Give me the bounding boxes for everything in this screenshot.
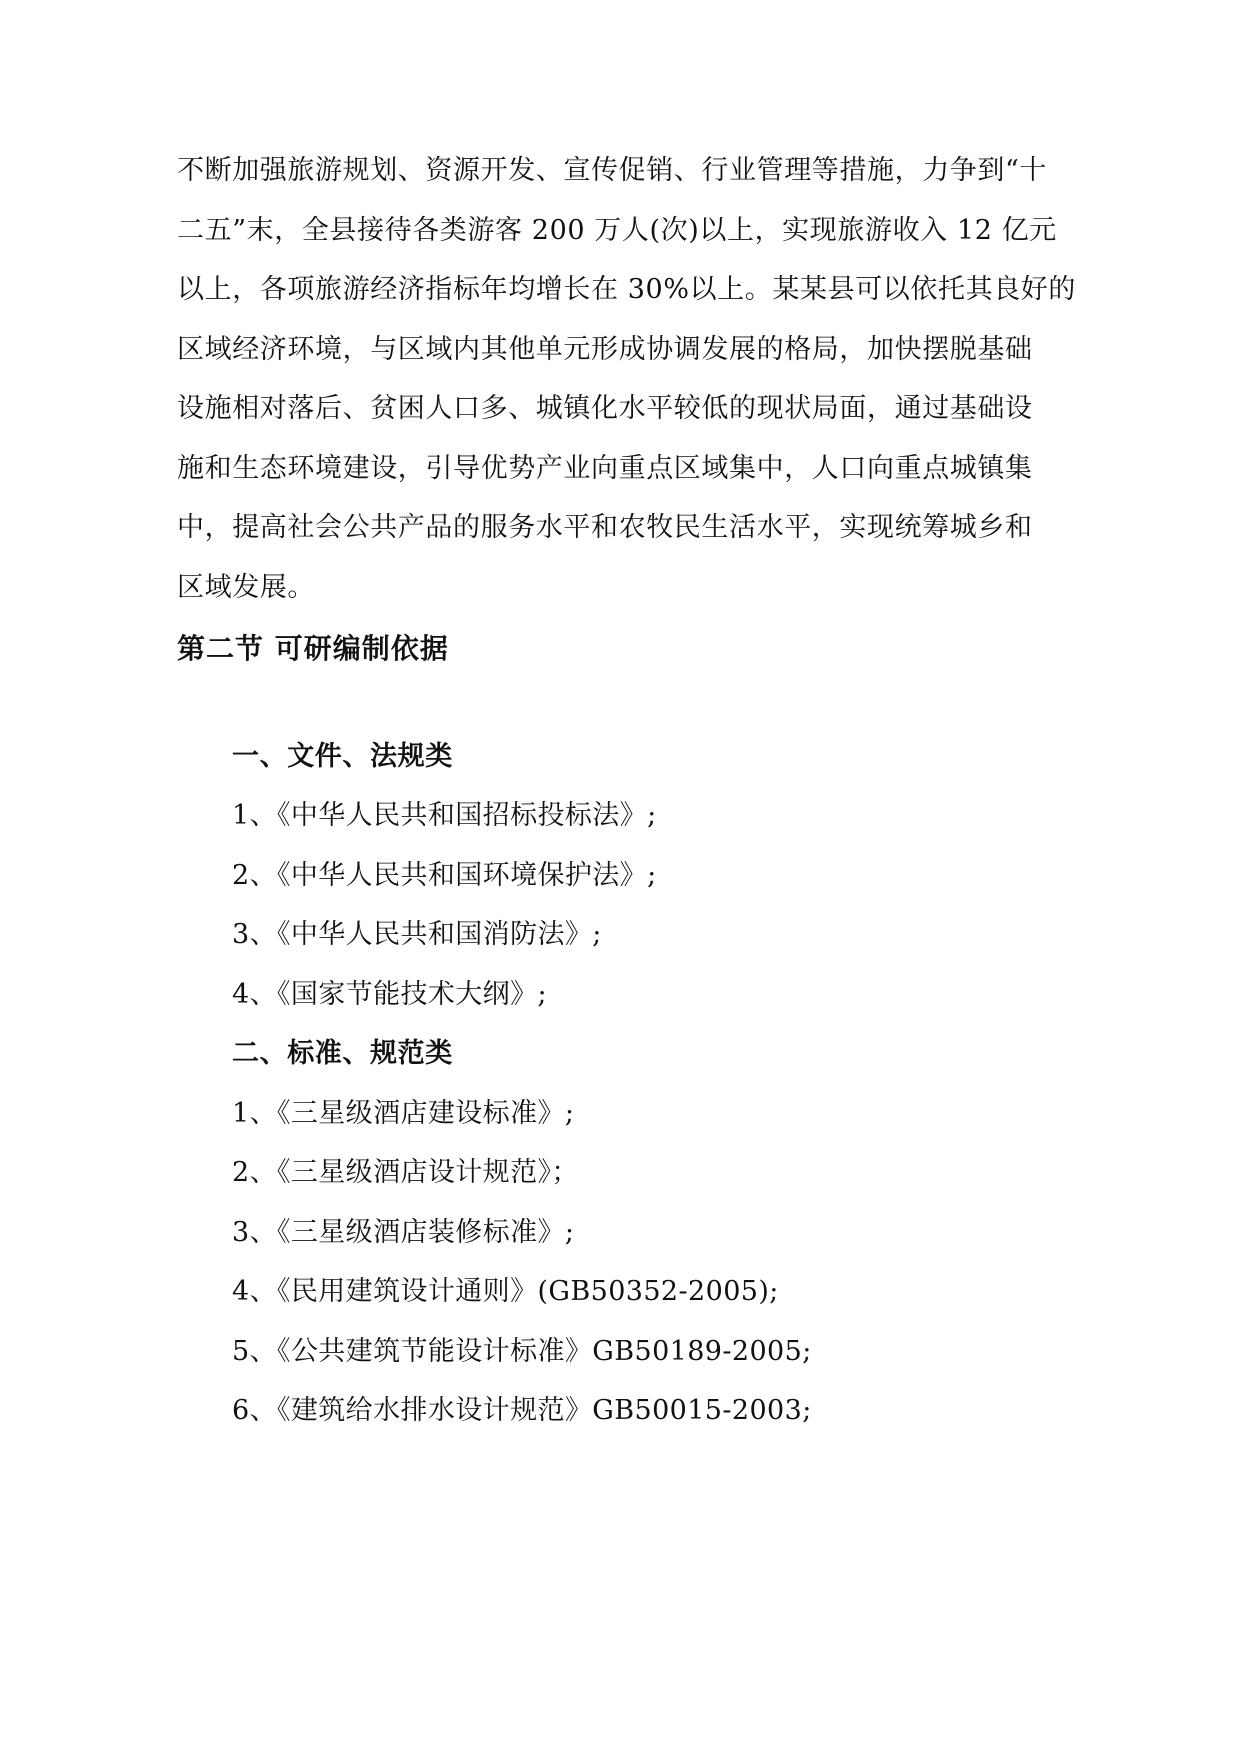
law-item: 4、《国家节能技术大纲》; [232,979,547,1010]
standard-item: 6、《建筑给水排水设计规范》GB50015-2003; [232,1395,812,1426]
paragraph-line: 区域经济环境，与区域内其他单元形成协调发展的格局，加快摆脱基础 [177,334,1033,365]
paragraph-line: 中，提高社会公共产品的服务水平和农牧民生活水平，实现统筹城乡和 [177,512,1033,543]
paragraph-line: 不断加强旅游规划、资源开发、宣传促销、行业管理等措施，力争到“十 [177,155,1048,186]
standard-item: 1、《三星级酒店建设标准》; [232,1098,575,1129]
standard-item: 2、《三星级酒店设计规范》； [232,1157,579,1188]
law-item: 3、《中华人民共和国消防法》; [232,919,602,950]
standards-heading: 二、标准、规范类 [232,1038,453,1069]
standard-item: 4、《民用建筑设计通则》(GB50352-2005); [232,1276,779,1307]
paragraph-line: 设施相对落后、贫困人口多、城镇化水平较低的现状局面，通过基础设 [177,393,1033,424]
law-item: 1、《中华人民共和国招标投标法》; [232,800,657,831]
laws-heading: 一、文件、法规类 [232,741,453,772]
standard-item: 3、《三星级酒店装修标准》; [232,1217,575,1248]
paragraph-line: 二五”末，全县接待各类游客 200 万人(次)以上，实现旅游收入 12 亿元 [177,215,1057,246]
paragraph-line: 区域发展。 [177,572,315,603]
standard-item: 5、《公共建筑节能设计标准》GB50189-2005; [232,1336,812,1367]
paragraph-line: 以上，各项旅游经济指标年均增长在 30%以上。某某县可以依托其良好的 [177,274,1076,305]
paragraph-line: 施和生态环境建设，引导优势产业向重点区域集中，人口向重点城镇集 [177,453,1033,484]
law-item: 2、《中华人民共和国环境保护法》; [232,860,657,891]
section-heading: 第二节 可研编制依据 [177,632,449,665]
